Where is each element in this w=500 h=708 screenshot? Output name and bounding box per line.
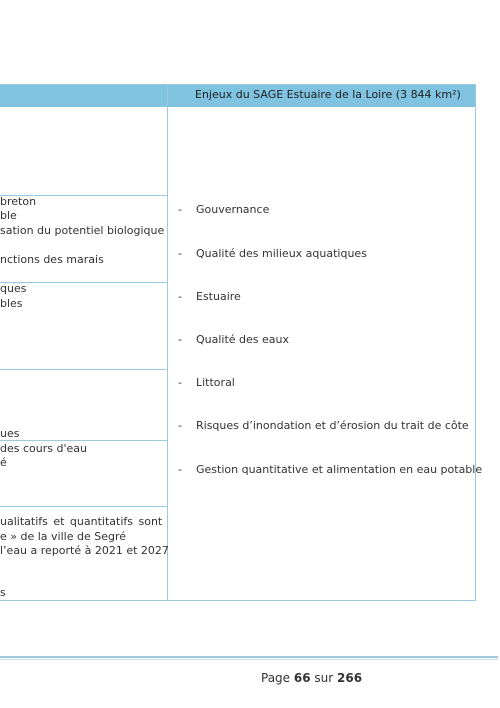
bullet-dash: -	[178, 376, 182, 389]
bullet-dash: -	[178, 203, 182, 216]
row-divider	[0, 440, 167, 441]
enjeu-item	[178, 333, 289, 346]
left-cell-text: l’eau a reporté à 2021 et 2027	[0, 544, 169, 557]
page-number	[261, 671, 362, 685]
left-cell-text: nctions des marais	[0, 253, 104, 266]
enjeu-item	[178, 247, 367, 260]
page-current: 66	[293, 671, 311, 685]
footer-divider	[0, 659, 498, 660]
left-cell-text: ues	[0, 427, 20, 440]
enjeu-item	[178, 290, 241, 303]
enjeu-label: Gouvernance	[196, 203, 270, 216]
enjeu-label: Qualité des milieux aquatiques	[196, 247, 367, 260]
enjeu-label: Risques d’inondation et d’érosion du trait de côte	[196, 419, 469, 432]
enjeu-item	[178, 463, 482, 476]
enjeu-item	[178, 376, 235, 389]
table-header-right	[168, 85, 475, 107]
left-cell-text: ualitatifs et quantitatifs sont	[0, 515, 163, 528]
enjeu-label: Gestion quantitative et alimentation en eau potable	[196, 463, 483, 476]
enjeu-item	[178, 203, 269, 216]
page-total: 266	[337, 671, 363, 685]
footer-divider	[0, 656, 498, 658]
left-cell-text: ques	[0, 282, 27, 295]
bullet-dash: -	[178, 290, 182, 303]
left-cell-text: e » de la ville de Segré	[0, 530, 127, 543]
enjeu-label: Qualité des eaux	[196, 333, 290, 346]
table-header-left	[0, 85, 167, 107]
left-cell-text: s	[0, 586, 6, 599]
bullet-dash: -	[178, 463, 182, 476]
page-prefix: Page	[261, 671, 291, 685]
column-divider	[167, 85, 168, 600]
enjeu-label: Littoral	[196, 376, 235, 389]
bullet-dash: -	[178, 333, 182, 346]
header-enjeux-title: Enjeux du SAGE Estuaire de la Loire (3 844 km²)	[195, 88, 461, 101]
enjeu-label: Estuaire	[196, 290, 241, 303]
left-cell-text: breton	[0, 195, 37, 208]
left-cell-text: des cours d'eau	[0, 442, 87, 455]
left-cell-text: ble	[0, 209, 17, 222]
bullet-dash: -	[178, 247, 182, 260]
enjeu-item	[178, 419, 469, 432]
left-cell-text: bles	[0, 297, 23, 310]
left-cell-text: sation du potentiel biologique	[0, 224, 165, 237]
bullet-dash: -	[178, 419, 182, 432]
row-divider	[0, 369, 167, 370]
row-divider	[0, 506, 167, 507]
left-cell-text: é	[0, 456, 7, 469]
page-separator: sur	[314, 671, 334, 685]
